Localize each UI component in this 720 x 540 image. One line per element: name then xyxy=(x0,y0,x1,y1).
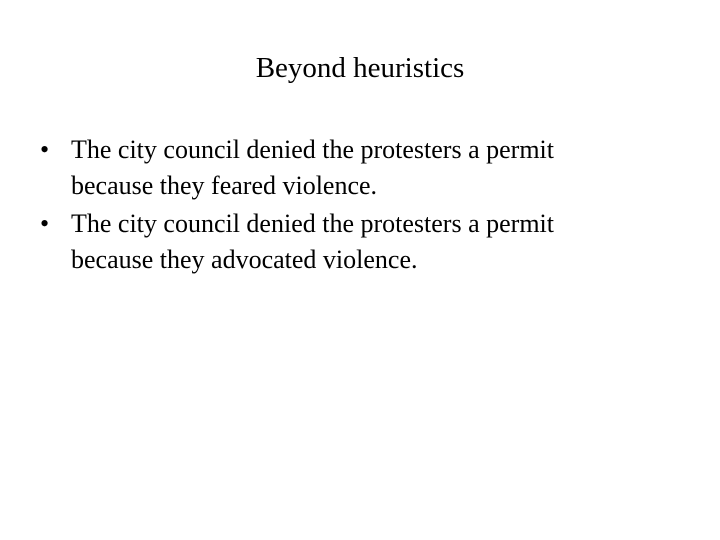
list-item xyxy=(40,206,640,278)
bullet-icon: • xyxy=(40,209,50,238)
bullet-icon: • xyxy=(40,135,50,164)
slide-title: Beyond heuristics xyxy=(255,52,465,84)
bullet-text: The city council denied the protesters a permit because they feared violence. xyxy=(71,135,554,200)
bullet-list xyxy=(40,132,640,280)
bullet-text: The city council denied the protesters a permit because they advocated violence. xyxy=(71,209,554,274)
list-item xyxy=(40,132,640,204)
